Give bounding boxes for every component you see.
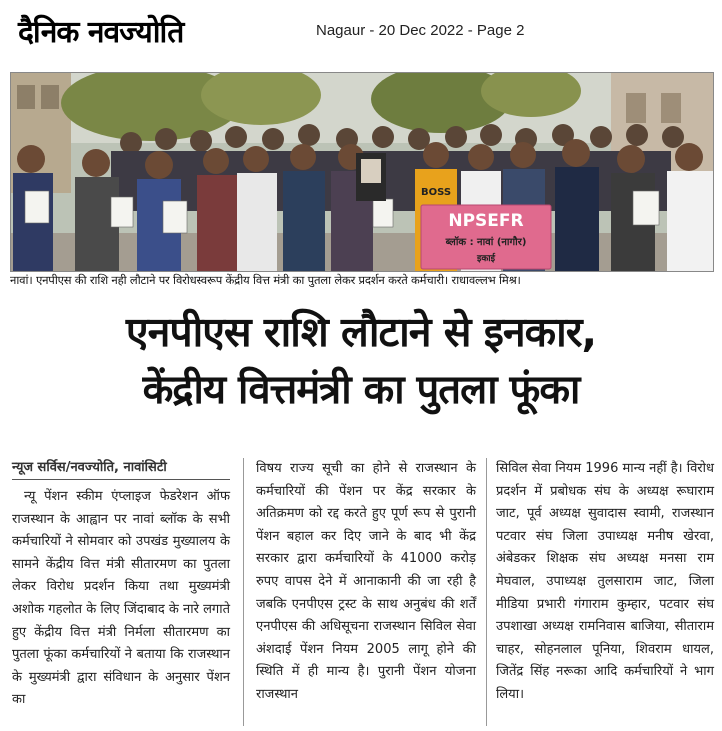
article-text-col-1: न्यू पेंशन स्कीम एंप्लाइज फेडरेशन ऑफ राजस्थान के आह्वान पर नावां ब्लॉक के सभी कर्मचारियों ने सोमवार को उपखंड मुख्यालय के सामने केंद्रीय वित्त मंत्री सीतारमण का पुतला लेकर विरोध प्रदर्शन किया तथा मुख्यमंत्री अशोक गहलोत के लिए जिंदाबाद के नारे लगाते हुए केंद्रीय वित्त मंत्री निर्मला सीतारमण का पुतला फूंका कर्मचारियों ने बताया कि राजस्थान के मुख्यमंत्री द्वारा संविधान के अनुसार पेंशन का: [12, 489, 230, 708]
shirt-text: BOSS: [420, 187, 452, 198]
article-column-1: [12, 458, 230, 712]
article-column-3: [496, 458, 714, 707]
effigy-face: [361, 159, 381, 183]
banner-line: इकाई: [476, 254, 496, 264]
edition-info: Nagaur - 20 Dec 2022 - Page 2: [316, 22, 525, 39]
npsefr-banner: [421, 205, 551, 269]
photo-window: [661, 93, 681, 123]
photo-window: [626, 93, 646, 123]
protest-photo: [11, 73, 713, 271]
headline-line-2: केंद्रीय वित्तमंत्री का पुतला फूंका: [142, 367, 580, 413]
newspaper-logo: दैनिक नवज्योति: [18, 14, 184, 50]
banner-title: NPSEFR: [448, 211, 524, 231]
column-divider: [486, 458, 487, 726]
headline-line-1: एनपीएस राशि लौटाने से इनकार,: [125, 308, 597, 356]
article-text-col-2: विषय राज्य सूची का होने से राजस्थान के कर्मचारियों की पेंशन पर केंद्र सरकार के अतिक्रमण को रद्द करते हुए पूर्ण रूप से पुरानी पेंशन बहाल कर दिए जाने के बाद भी केंद्र सरकार द्वारा कर्मचारियों के 41000 करोड़ रुपए वापस देने में आनाकानी की जा रही है जबकि एनपीएस ट्रस्ट के साथ अनुबंध की शर्तें एनपीएस की अधिसूचना राजस्थान सिविल सेवा अंशदाई पेंशन नियम 2005 लागू होने की स्थिति में ही मान्य है। पुरानी पेंशन योजना राजस्थान: [256, 461, 476, 702]
masthead: [18, 10, 183, 50]
news-photo: [10, 72, 714, 272]
photo-window: [41, 85, 59, 109]
photo-caption: नावां। एनपीएस की राशि नही लौटाने पर विरोधस्वरूप केंद्रीय वित्त मंत्री का पुतला लेकर प्रदर्शन करते कर्मचारी। राधावल्लभ मिश्र।: [10, 273, 521, 287]
article-byline: न्यूज सर्विस/नवज्योति, नावांसिटी: [12, 458, 230, 480]
article-column-2: [256, 458, 476, 707]
banner-subtitle: ब्लॉक : नावां (नागौर): [445, 237, 527, 248]
photo-window: [17, 85, 35, 109]
column-divider: [243, 458, 244, 726]
article-text-col-3: सिविल सेवा नियम 1996 मान्य नहीं है। विरोध प्रदर्शन में प्रबोधक संघ के अध्यक्ष रूघाराम जाट, पूर्व अध्यक्ष सुवादास स्वामी, राजस्थान पटवार संघ जिला उपाध्यक्ष मनीष खेरवा, अंबेडकर शिक्षक संघ अध्यक्ष मनसा राम मेघवाल, उपाध्यक्ष तुलसाराम जाट, जिला मीडिया प्रभारी गंगाराम कुम्हार, पटवार संघ उपशाखा अध्यक्ष रामनिवास बाजिया, सीताराम चाहर, सोहनलाल पूनिया, शिवराम धायल, जितेंद्र सिंह नरूका आदि कर्मचारियों ने भाग लिया।: [496, 461, 714, 702]
